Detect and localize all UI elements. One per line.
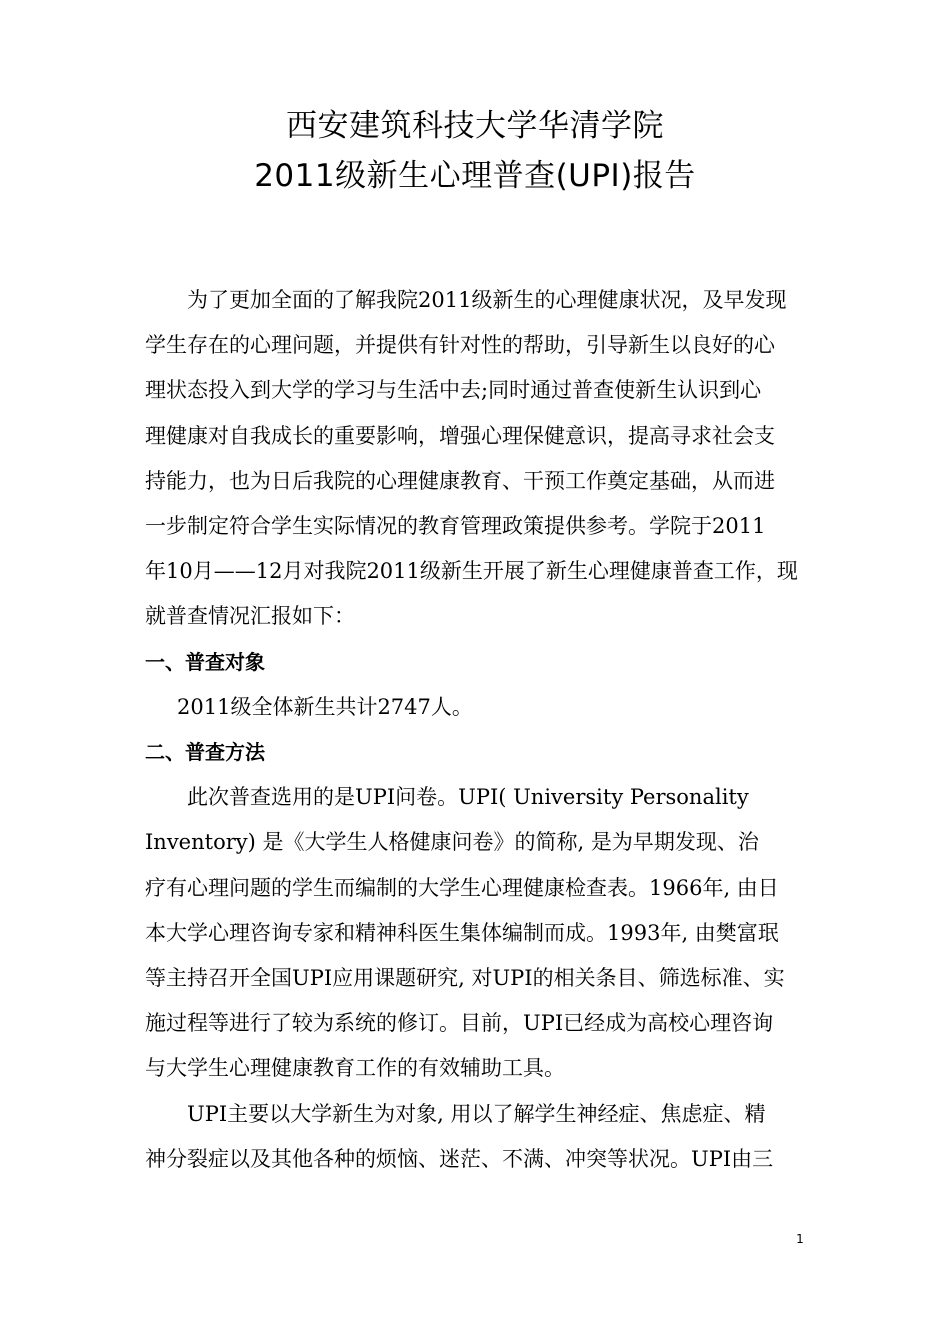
method-line: 本大学心理咨询专家和精神科医生集体编制而成。1993年, 由樊富珉 — [145, 920, 779, 945]
title-line-1: 西安建筑科技大学华清学院 — [286, 108, 664, 144]
intro-line: 理健康对自我成长的重要影响，增强心理保健意识，提高寻求社会支 — [145, 423, 775, 448]
method-line: 此次普查选用的是UPI问卷。UPI( University Personality — [187, 785, 749, 810]
intro-line: 学生存在的心理问题，并提供有针对性的帮助，引导新生以良好的心 — [145, 333, 775, 358]
intro-line: 就普查情况汇报如下： — [145, 604, 355, 629]
page-number: 1 — [796, 1232, 804, 1246]
intro-line: 持能力，也为日后我院的心理健康教育、干预工作奠定基础，从而进 — [145, 468, 775, 493]
section-heading-subjects: 一、普查对象 — [145, 649, 265, 674]
method-line: 等主持召开全国UPI应用课题研究, 对UPI的相关条目、筛选标准、实 — [145, 966, 785, 991]
intro-line: 年10月——12月对我院2011级新生开展了新生心理健康普查工作，现 — [145, 559, 798, 584]
method-line: Inventory) 是《大学生人格健康问卷》的简称, 是为早期发现、治 — [145, 830, 759, 855]
method-line: 施过程等进行了较为系统的修订。目前，UPI已经成为高校心理咨询 — [145, 1011, 774, 1036]
intro-line: 为了更加全面的了解我院2011级新生的心理健康状况，及早发现 — [187, 288, 787, 312]
title-line-2: 2011级新生心理普查(UPI)报告 — [254, 158, 696, 194]
intro-line: 理状态投入到大学的学习与生活中去;同时通过普查使新生认识到心 — [145, 378, 762, 403]
subjects-text: 2011级全体新生共计2747人。 — [177, 694, 473, 719]
document-body — [145, 278, 810, 1182]
method-line: 与大学生心理健康教育工作的有效辅助工具。 — [145, 1056, 565, 1081]
method-line: UPI主要以大学新生为对象, 用以了解学生神经症、焦虑症、精 — [187, 1101, 766, 1126]
method-line: 神分裂症以及其他各种的烦恼、迷茫、不满、冲突等状况。UPI由三 — [145, 1146, 774, 1171]
method-line: 疗有心理问题的学生而编制的大学生心理健康检查表。1966年, 由日 — [145, 875, 779, 900]
section-heading-method: 二、普查方法 — [145, 740, 265, 765]
intro-line: 一步制定符合学生实际情况的教育管理政策提供参考。学院于2011 — [145, 514, 766, 539]
